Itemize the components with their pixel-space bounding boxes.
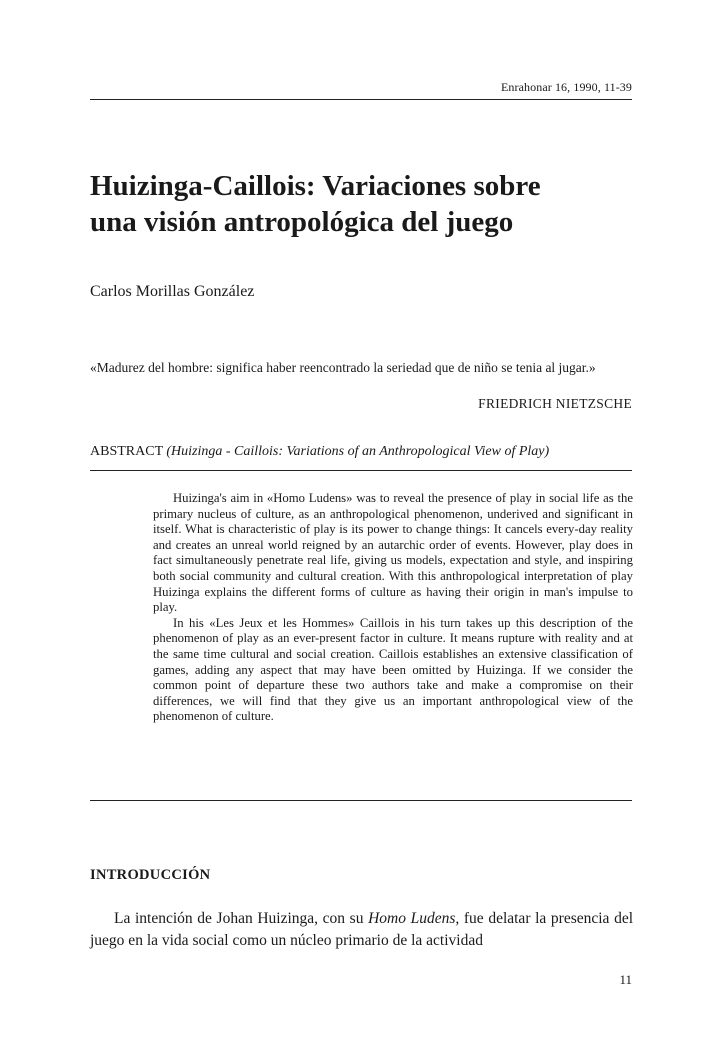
section-heading: INTRODUCCIÓN [90,867,211,883]
abstract-subtitle: (Huizinga - Caillois: Variations of an Anthropological View of Play) [166,444,550,459]
epigraph-quote: «Madurez del hombre: significa haber reencontrado la seriedad que de niño se tenia al jugar.» [90,360,596,375]
body-text [90,908,633,952]
article-title [90,168,650,240]
abstract-body [153,491,633,725]
running-head: Enrahonar 16, 1990, 11-39 [500,80,632,94]
author-name: Carlos Morillas González [90,283,255,300]
body-text-start: La intención de Johan Huizinga, con su [114,910,369,927]
abstract-end-rule [90,800,632,801]
header-rule [90,99,632,100]
abstract-rule [90,470,632,471]
body-text-end: fue delatar la presencia del juego en la vida social como un núcleo primario de la actividad [90,910,634,949]
page-number: 11 [619,972,632,987]
title-line-2: una visión antropológica del juego [90,206,514,238]
title-line-1: Huizinga-Caillois: Variaciones sobre [90,170,541,202]
body-paragraph [90,908,633,952]
abstract-paragraph-1: Huizinga's aim in «Homo Ludens» was to reveal the presence of play in social life as the primary nucleus of culture, as an anthropological phenomenon, underived and significant in itself. What is characteristic of play is its power to change things: It cancels every-day reality and creates an unreal world reigned by an autarchic order of events. However, play does in fact simultaneously penetrate real life, giving us models, expectation and style, and inspiring both social community and cultural creation. With this anthropological interpretation of play Huizinga explains the different forms of culture as having their origin in man's impulse to play. [153,491,633,615]
body-book-title: Homo Ludens, [368,910,460,927]
epigraph-attribution: FRIEDRICH NIETZSCHE [478,396,632,411]
abstract-heading [90,444,638,460]
abstract-paragraph-2: In his «Les Jeux et les Hommes» Caillois in his turn takes up this description of the phenomenon of play as an ever-present factor in culture. It means rupture with reality and at the same time cultural and social creation. Caillois establishes an extensive classification of games, adding any aspect that may have been omitted by Huizinga. If we consider the common point of departure these two authors take and make a compromise on their differences, we will find that they give us an important anthropological view of the phenomenon of culture. [153,615,633,724]
abstract-label: ABSTRACT [90,444,163,459]
